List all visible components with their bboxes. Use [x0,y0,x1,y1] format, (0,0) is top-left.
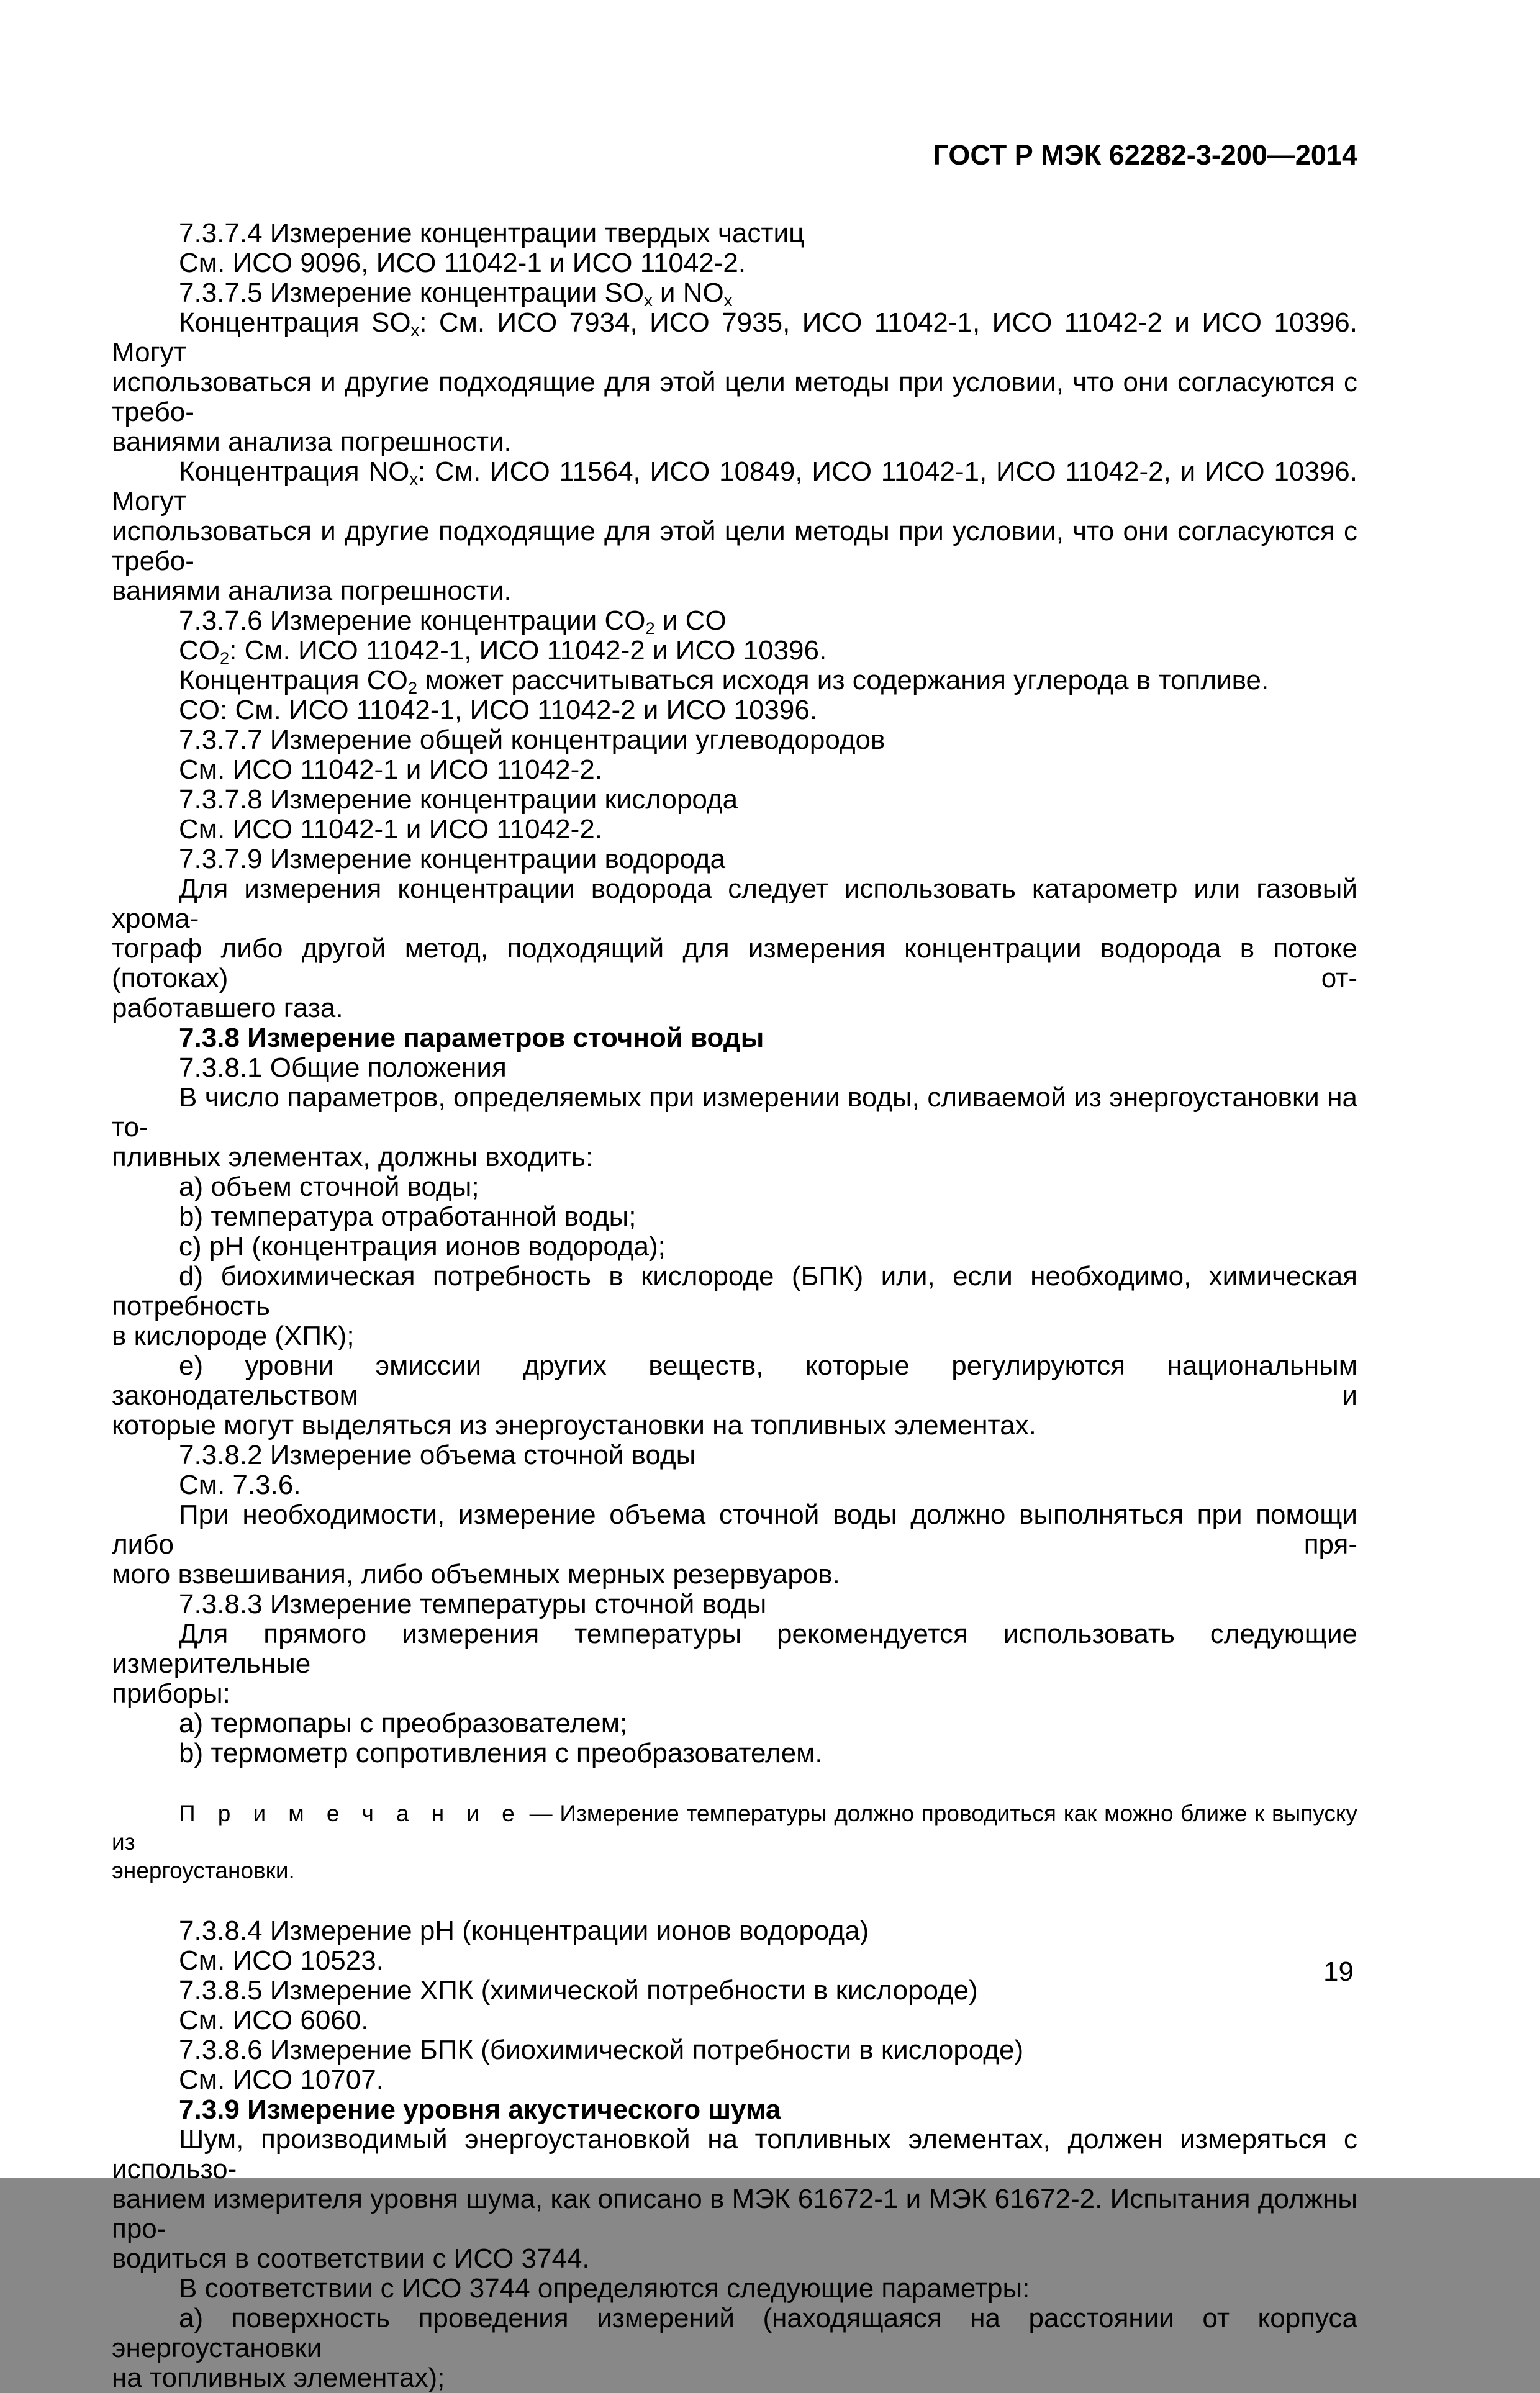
subscript: x [644,290,653,310]
text-line: См. 7.3.6. [179,1470,301,1500]
paragraph [112,308,1357,457]
paragraph [112,2065,1357,2095]
text-line: b) температура отработанной воды; [179,1201,636,1232]
text-line: См. ИСО 6060. [179,2005,369,2035]
paragraph [112,1946,1357,1976]
text-line: См. ИСО 10707. [179,2065,384,2095]
text-line: энергоустановки. [112,1858,295,1883]
text-line: Для измерения концентрации водорода следует использовать катарометр или газовый хрома- [112,874,1357,934]
text-line: При необходимости, измерение объема сточной воды должно выполняться при помощи либо пря- [112,1500,1357,1560]
document-body [112,219,1357,2393]
paragraph [112,666,1357,695]
paragraph [112,1232,1357,1262]
text-line: 7.3.8.4 Измерение pH (концентрации ионов водорода) [179,1916,869,1946]
text-line: a) термопары с преобразователем; [179,1708,628,1739]
paragraph [112,278,1357,308]
subscript: x [409,469,418,489]
text-line: d) биохимическая потребность в кислороде (БПК) или, если необходимо, химическая потребность [112,1261,1357,1321]
text-line: мого взвешивания, либо объемных мерных резервуаров. [112,1559,840,1590]
text-line: 7.3.7.5 Измерение концентрации $SO_x$ и $NO_x$ [179,278,733,310]
paragraph [112,1172,1357,1202]
paragraph [112,1590,1357,1619]
paragraph [112,2304,1357,2393]
page-number: 19 [1323,1956,1354,1987]
text-line: Концентрация $NO_x$: См. ИСО 11564, ИСО 10849, ИСО 11042-1, ИСО 11042-2, и ИСО 10396. Могут [112,456,1357,517]
text-line: водиться в соответствии с ИСО 3744. [112,2243,590,2274]
paragraph [112,1739,1357,1768]
text-line: 7.3.9 Измерение уровня акустического шума [179,2094,781,2125]
text-line: работавшего газа. [112,993,343,1023]
paragraph [112,2125,1357,2274]
text-line: 7.3.8.1 Общие положения [179,1052,507,1083]
paragraph [112,1976,1357,2006]
text-line: См. ИСО 11042-1 и ИСО 11042-2. [179,754,602,785]
text-line: 7.3.7.9 Измерение концентрации водорода [179,844,726,874]
heading-paragraph [112,2095,1357,2125]
subscript: 2 [407,677,417,697]
text-line: 7.3.7.7 Измерение общей концентрации углеводородов [179,725,886,755]
text-line: 7.3.7.6 Измерение концентрации $CO_2$ и CO [179,605,727,638]
text-line: Концентрация $CO_2$ может рассчитываться исходя из содержания углерода в топливе. [179,665,1269,697]
paragraph [112,2035,1357,2065]
paragraph [112,606,1357,636]
note-paragraph [112,1799,1357,1885]
document-header: ГОСТ Р МЭК 62282-3-200—2014 [933,139,1357,171]
text-line: 7.3.8.6 Измерение БПК (биохимической потребности в кислороде) [179,2035,1024,2065]
text-line: ваниями анализа погрешности. [112,576,512,606]
paragraph [112,755,1357,785]
text-line: в кислороде (ХПК); [112,1321,355,1351]
text-line: 7.3.8.5 Измерение ХПК (химической потребности в кислороде) [179,1975,978,2006]
text-line: П р и м е ч а н и е — Измерение температуры должно проводиться как можно ближе к выпуску из [112,1801,1357,1855]
text-line: Шум, производимый энергоустановкой на топливных элементах, должен измеряться с использо- [112,2124,1357,2184]
paragraph [112,1470,1357,1500]
text-line: См. ИСО 11042-1 и ИСО 11042-2. [179,814,602,844]
text-line: пливных элементах, должны входить: [112,1142,594,1172]
paragraph [112,725,1357,755]
text-line: $CO_2$: См. ИСО 11042-1, ИСО 11042-2 и ИСО 10396. [179,635,827,667]
text-line: 7.3.8 Измерение параметров сточной воды [179,1023,764,1053]
paragraph [112,695,1357,725]
paragraph [112,1441,1357,1470]
paragraph [112,815,1357,844]
text-line: 7.3.7.4 Измерение концентрации твердых частиц [179,218,805,248]
text-line: 7.3.7.8 Измерение концентрации кислорода [179,784,738,815]
subscript: 2 [645,618,655,638]
paragraph [112,219,1357,248]
text-line: См. ИСО 9096, ИСО 11042-1 и ИСО 11042-2. [179,248,746,278]
text-line: Для прямого измерения температуры рекомендуется использовать следующие измерительные [112,1619,1357,1679]
paragraph [112,1709,1357,1739]
paragraph [112,1500,1357,1590]
subscript: x [723,290,733,310]
text-line: В соответствии с ИСО 3744 определяются следующие параметры: [179,2273,1030,2304]
text-line: 7.3.8.2 Измерение объема сточной воды [179,1440,696,1470]
note-label: П р и м е ч а н и е [179,1801,522,1826]
paragraph [112,457,1357,606]
text-line: на топливных элементах); [112,2363,445,2393]
text-line: Концентрация $SO_x$: См. ИСО 7934, ИСО 7935, ИСО 11042-1, ИСО 11042-2 и ИСО 10396. Могут [112,307,1358,368]
text-line: a) объем сточной воды; [179,1172,479,1202]
text-line: 7.3.8.3 Измерение температуры сточной воды [179,1589,767,1619]
paragraph [112,2006,1357,2035]
paragraph [112,636,1357,666]
subscript: x [410,320,420,340]
text-line: ванием измерителя уровня шума, как описано в МЭК 61672-1 и МЭК 61672-2. Испытания должны про- [112,2184,1357,2244]
text-line: ваниями анализа погрешности. [112,427,512,457]
paragraph [112,1083,1357,1172]
text-line: тограф либо другой метод, подходящий для измерения концентрации водорода в потоке (потоках) от- [112,933,1357,993]
paragraph [112,1262,1357,1351]
paragraph [112,1619,1357,1709]
paragraph [112,785,1357,815]
text-line: e) уровни эмиссии других веществ, которые регулируются национальным законодательством и [112,1350,1357,1411]
heading-paragraph [112,1023,1357,1053]
paragraph [112,2274,1357,2304]
text-line: В число параметров, определяемых при измерении воды, сливаемой из энергоустановки на то- [112,1082,1357,1142]
text-line: a) поверхность проведения измерений (находящаяся на расстоянии от корпуса энергоустановки [112,2303,1357,2363]
paragraph [112,1053,1357,1083]
paragraph [112,1916,1357,1946]
text-line: См. ИСО 10523. [179,1945,384,1976]
text-line: использоваться и другие подходящие для этой цели методы при условии, что они согласуются с требо- [112,516,1357,576]
text-line: которые могут выделяться из энергоустановки на топливных элементах. [112,1410,1036,1441]
subscript: 2 [220,648,230,667]
text-line: использоваться и другие подходящие для этой цели методы при условии, что они согласуются с требо- [112,367,1357,427]
paragraph [112,844,1357,874]
text-line: приборы: [112,1678,230,1709]
paragraph [112,1202,1357,1232]
text-line: CO: См. ИСО 11042-1, ИСО 11042-2 и ИСО 10396. [179,695,818,725]
paragraph [112,874,1357,1023]
paragraph [112,1351,1357,1441]
text-line: b) термометр сопротивления с преобразователем. [179,1738,823,1768]
paragraph [112,248,1357,278]
text-line: c) pH (концентрация ионов водорода); [179,1231,666,1262]
